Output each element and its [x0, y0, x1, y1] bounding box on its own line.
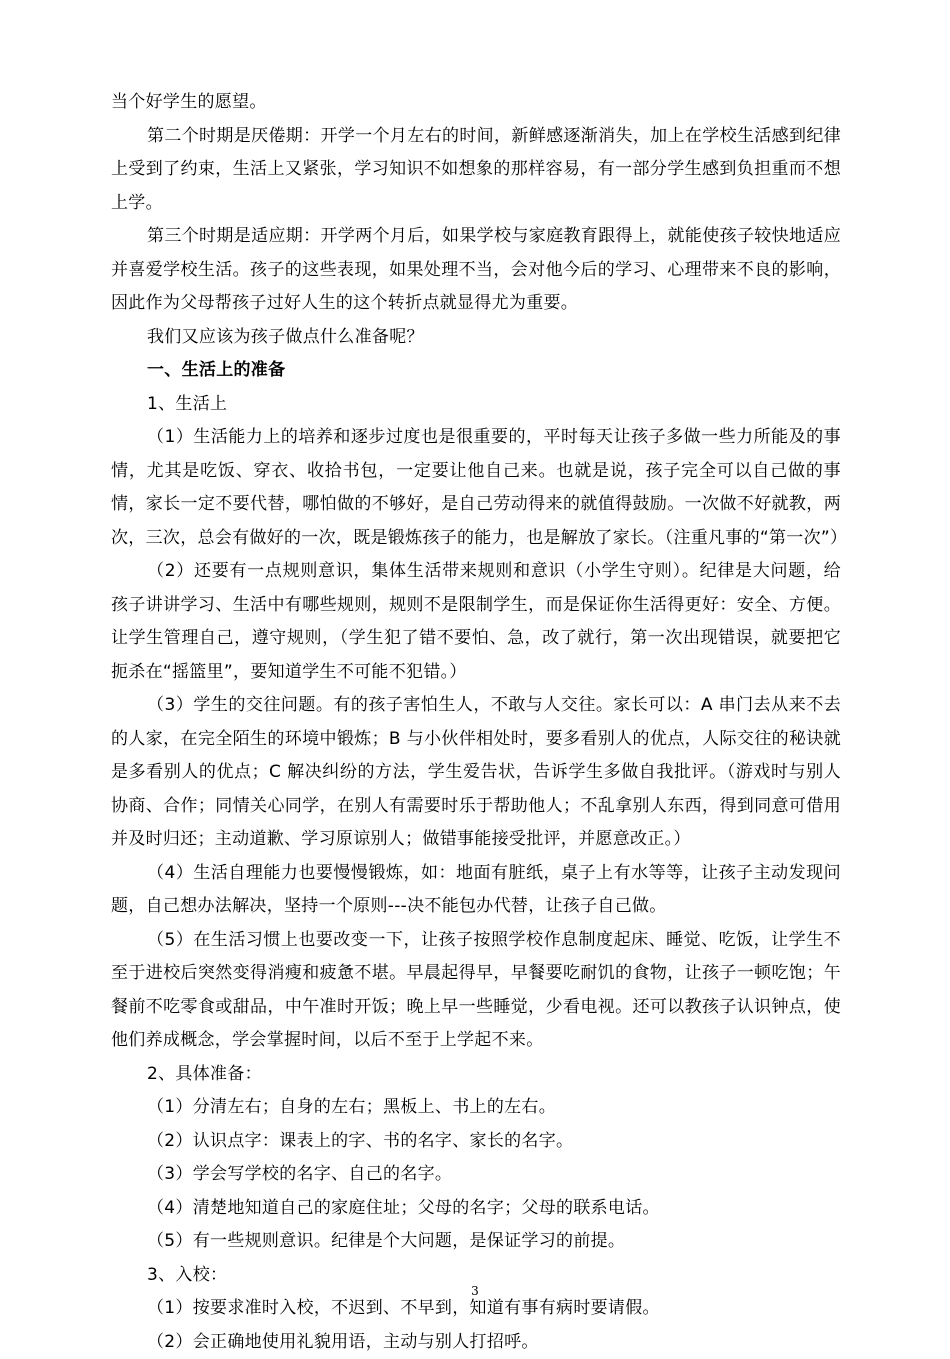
paragraph: （2）会正确地使用礼貌用语，主动与别人打招呼。 [111, 1326, 841, 1359]
paragraph: （5）在生活习惯上也要改变一下，让孩子按照学校作息制度起床、睡觉、吃饭，让学生不至于进校后突然变得消瘦和疲惫不堪。早晨起得早，早餐要吃耐饥的食物，让孩子一顿吃饱；午餐前不吃零食或甜品，中午准时开饭；晚上早一些睡觉，少看电视。还可以教孩子认识钟点，使他们养成概念，学会掌握时间，以后不至于上学起不来。 [111, 924, 841, 1058]
paragraph: （2）认识点字：课表上的字、书的名字、家长的名字。 [111, 1125, 841, 1159]
paragraph: （3）学生的交往问题。有的孩子害怕生人，不敢与人交往。家长可以：A 串门去从来不去的人家，在完全陌生的环境中锻炼；B 与小伙伴相处时，要多看别人的优点，人际交往的秘诀就是多看别人的优点；C 解决纠纷的方法，学生爱告状，告诉学生多做自我批评。（游戏时与别人协商、合作；同情关心同学，在别人有需要时乐于帮助他人；不乱拿别人东西，得到同意可借用并及时归还；主动道歉、学习原谅别人；做错事能接受批评，并愿意改正。） [111, 689, 841, 857]
paragraph: （2）还要有一点规则意识，集体生活带来规则和意识（小学生守则）。纪律是大问题，给孩子讲讲学习、生活中有哪些规则，规则不是限制学生，而是保证你生活得更好：安全、方便。让学生管理自己，遵守规则，（学生犯了错不要怕、急，改了就行，第一次出现错误，就要把它扼杀在“摇篮里”，要知道学生不可能不犯错。） [111, 555, 841, 689]
paragraph: 2、具体准备： [111, 1058, 841, 1092]
paragraph: （4）生活自理能力也要慢慢锻炼，如：地面有脏纸，桌子上有水等等，让孩子主动发现问题，自己想办法解决，坚持一个原则---决不能包办代替，让孩子自己做。 [111, 857, 841, 924]
paragraph: 当个好学生的愿望。 [111, 86, 841, 120]
paragraph: 第二个时期是厌倦期：开学一个月左右的时间，新鲜感逐渐消失，加上在学校生活感到纪律上受到了约束，生活上又紧张，学习知识不如想象的那样容易，有一部分学生感到负担重而不想上学。 [111, 120, 841, 221]
paragraph: （1）按要求准时入校，不迟到、不早到，知道有事有病时要请假。 [111, 1292, 841, 1326]
paragraph: （4）清楚地知道自己的家庭住址；父母的名字；父母的联系电话。 [111, 1192, 841, 1226]
paragraph: （3）学会写学校的名字、自己的名字。 [111, 1158, 841, 1192]
section-heading: 一、生活上的准备 [111, 354, 841, 388]
paragraph: （5）有一些规则意识。纪律是个大问题，是保证学习的前提。 [111, 1225, 841, 1259]
paragraph: （1）分清左右；自身的左右；黑板上、书上的左右。 [111, 1091, 841, 1125]
paragraph: （1）生活能力上的培养和逐步过度也是很重要的，平时每天让孩子多做一些力所能及的事情，尤其是吃饭、穿衣、收拾书包，一定要让他自己来。也就是说，孩子完全可以自己做的事情，家长一定不要代替，哪怕做的不够好，是自己劳动得来的就值得鼓励。一次做不好就教，两次，三次，总会有做好的一次，既是锻炼孩子的能力，也是解放了家长。（注重凡事的“第一次”） [111, 421, 841, 555]
page-number: 3 [0, 1284, 950, 1298]
paragraph: 3、入校： [111, 1259, 841, 1293]
body-text [111, 86, 841, 1359]
paragraph: 第三个时期是适应期：开学两个月后，如果学校与家庭教育跟得上，就能使孩子较快地适应并喜爱学校生活。孩子的这些表现，如果处理不当，会对他今后的学习、心理带来不良的影响，因此作为父母帮孩子过好人生的这个转折点就显得尤为重要。 [111, 220, 841, 321]
paragraph: 1、生活上 [111, 388, 841, 422]
paragraph: 我们又应该为孩子做点什么准备呢？ [111, 321, 841, 355]
